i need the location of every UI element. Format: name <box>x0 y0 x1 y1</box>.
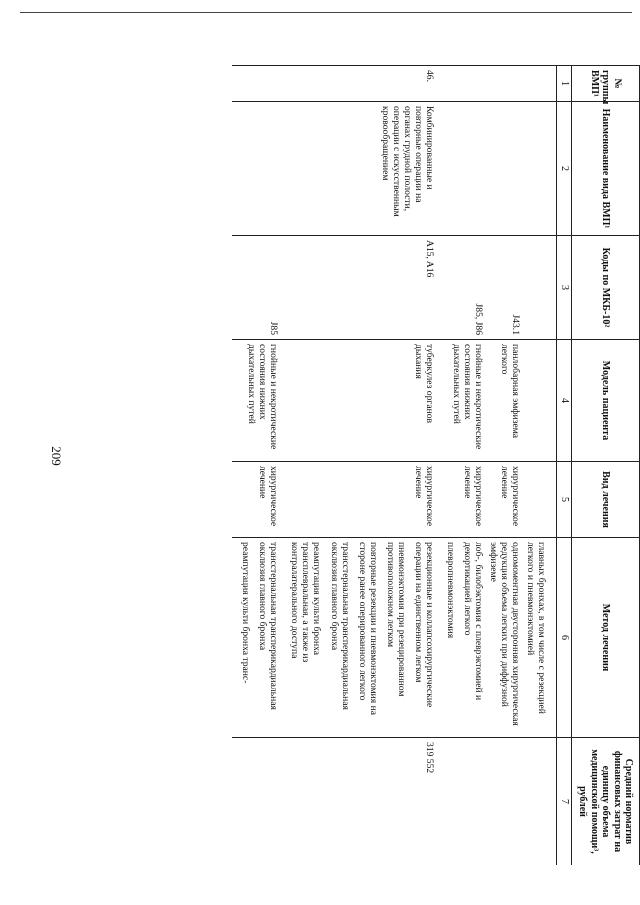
group-number-cell: 46. <box>281 66 436 102</box>
column-number-row <box>557 66 572 866</box>
column-number: 7 <box>557 738 572 866</box>
column-number: 2 <box>557 102 572 236</box>
treatment-type-cell: хирургическое лечение <box>437 462 486 538</box>
header-row <box>572 66 640 866</box>
column-number: 3 <box>557 236 572 340</box>
icd-code-cell: J85, J86 <box>437 236 486 340</box>
icd-code-cell: A15, A16 <box>281 236 436 340</box>
icd-code-cell: J85 <box>232 236 281 340</box>
treatment-type-cell: хирургическое лечение <box>232 462 281 538</box>
table-row <box>437 66 486 866</box>
method-line: лоб-, билобэктомия с плеврэктомией и декортикацией легкого <box>461 542 484 701</box>
patient-model-cell: гнойные и некротические состояния нижних дыхательных путей <box>232 340 281 462</box>
patient-model-cell: панлобарная эмфизема легкого <box>486 340 523 462</box>
top-rule <box>20 12 632 13</box>
method-line: пневмонэктомия при резецированном противоположном легком <box>384 542 407 697</box>
vmp-name-cell: Комбинированные и повторные операции на органах грудной полости, операции с искусственным кровообращением <box>281 102 436 236</box>
table-row <box>232 66 281 866</box>
column-number: 1 <box>557 66 572 102</box>
rotated-table-wrapper <box>188 65 640 865</box>
method-cell: главных бронхах, в том числе с резекцией легкого и пневмонэктомией <box>523 538 549 738</box>
header-icd-codes: Коды по МКБ-10² <box>572 236 640 340</box>
patient-model-cell: гнойные и некротические состояния нижних дыхательных путей <box>437 340 486 462</box>
method-line: трансстернальная трансперикардиальная окклюзия главного бронха <box>257 542 280 710</box>
header-treatment-type: Вид лечения <box>572 462 640 538</box>
method-line: трансстернальная трансперикардиальная окклюзия главного бронха <box>328 542 351 710</box>
header-treatment-method: Метод лечения <box>572 538 640 738</box>
header-patient-model: Модель пациента <box>572 340 640 462</box>
icd-code-cell: J43.1 <box>486 236 523 340</box>
method-cell <box>437 538 486 738</box>
table-row <box>486 66 523 866</box>
page-number: 209 <box>49 446 64 466</box>
column-number: 5 <box>557 462 572 538</box>
table-row <box>281 66 436 866</box>
method-cell <box>281 538 436 738</box>
table-frame <box>188 65 640 865</box>
method-line: реампутация культи бронха транс- <box>240 542 252 684</box>
method-cell: одномоментная двусторонняя хирургическая редукция объема легких при диффузной эмфиземе <box>486 538 523 738</box>
column-number: 4 <box>557 340 572 462</box>
column-number: 6 <box>557 538 572 738</box>
method-cell <box>232 538 281 738</box>
method-line: резекционные и коллапсохирургические операции на единственном легком <box>412 542 435 708</box>
average-cost-cell: 319 552 <box>281 738 436 866</box>
header-vmp-name: Наименование вида ВМП¹ <box>572 102 640 236</box>
header-group-no: № группы ВМП¹ <box>572 66 640 102</box>
patient-model-cell: туберкулез органов дыхания <box>281 340 436 462</box>
treatment-type-cell: хирургическое лечение <box>281 462 436 538</box>
method-line: повторные резекции и пневмонэктомия на стороне ранее оперированного легкого <box>356 542 379 715</box>
method-line: плевропневмонэктомия <box>444 542 456 639</box>
header-average-cost: Средний норматив финансовых затрат на единицу объема медицинской помощи³, рублей <box>572 738 640 866</box>
vmp-table <box>232 65 640 865</box>
table-row <box>523 66 549 866</box>
method-line: реампутация культи бронха трансплевральная, а также из контралатерального доступа <box>289 542 323 663</box>
treatment-type-cell: хирургическое лечение <box>486 462 523 538</box>
